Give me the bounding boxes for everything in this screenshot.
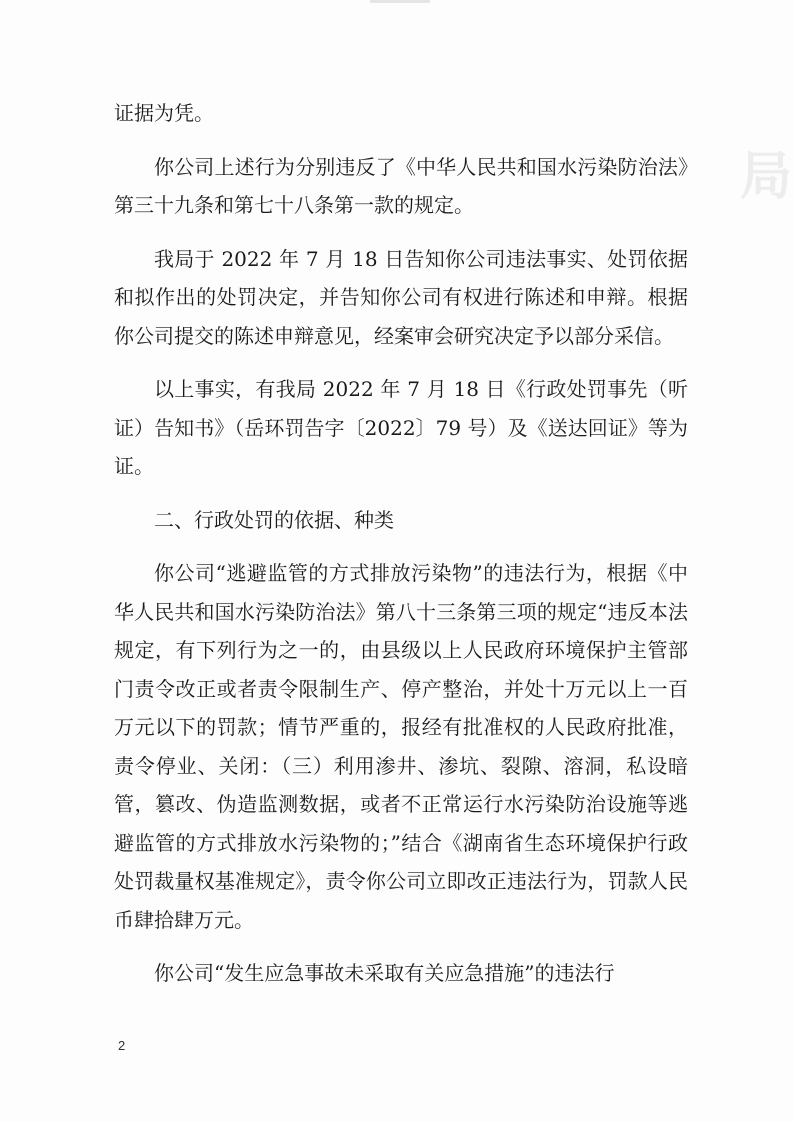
document-body (114, 94, 688, 993)
page-number: 2 (118, 1038, 126, 1053)
paragraph-evidence: 以上事实，有我局 2022 年 7 月 18 日《行政处罚事先（听证）告知书》（岳环罚告字〔2022〕79 号）及《送达回证》等为证。 (114, 377, 688, 478)
scan-mark (370, 0, 430, 3)
paragraph-violation: 你公司上述行为分别违反了《中华人民共和国水污染防治法》第三十九条和第七十八条第一款的规定。 (114, 154, 688, 217)
paragraph-emergency: 你公司“发生应急事故未采取有关应急措施”的违法行 (154, 961, 615, 985)
section-heading: 二、行政处罚的依据、种类 (154, 507, 394, 532)
bleed-through-mark: 局 (740, 146, 793, 207)
paragraph-penalty-basis: 你公司“逃避监管的方式排放污染物”的违法行为，根据《中华人民共和国水污染防治法》第八十三条第三项的规定“违反本法规定，有下列行为之一的，由县级以上人民政府环境保护主管部门责令改正或者责令限制生产、停产整治，并处十万元以上一百万元以下的罚款；情节严重的，报经有批准权的人民政府批准，责令停业、关闭：（三）利用渗井、渗坑、裂隙、溶洞，私设暗管，篡改、伪造监测数据，或者不正常运行水污染防治设施等逃避监管的方式排放水污染物的；”结合《湖南省生态环境保护行政处罚裁量权基准规定》，责令你公司立即改正违法行为，罚款人民币肆拾肆万元。 (114, 561, 688, 932)
paragraph-notice: 我局于 2022 年 7 月 18 日告知你公司违法事实、处罚依据和拟作出的处罚决定，并告知你公司有权进行陈述和申辩。根据你公司提交的陈述申辩意见，经案审会研究决定予以部分采信。 (114, 246, 688, 348)
paragraph-continuation: 证据为凭。 (114, 101, 214, 125)
